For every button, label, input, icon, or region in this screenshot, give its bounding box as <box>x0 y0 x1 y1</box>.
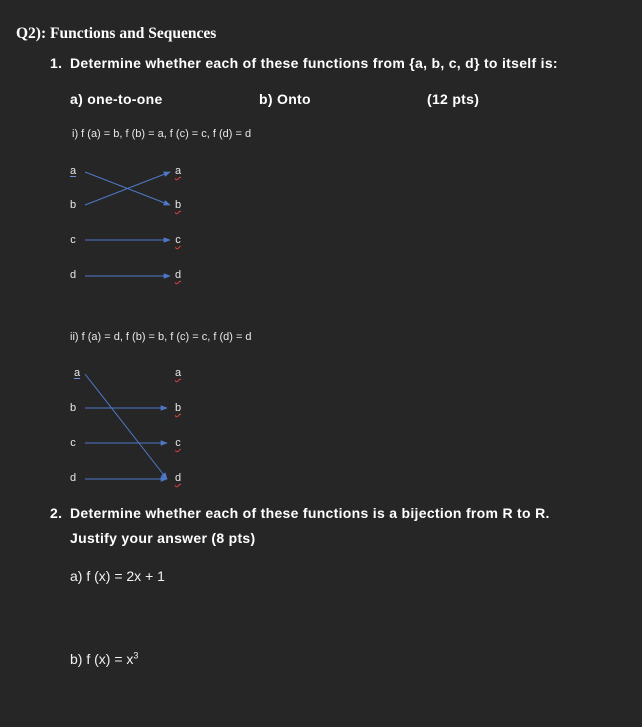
f1-domain-d: d <box>69 269 77 281</box>
question-1-number: 1. <box>50 55 63 71</box>
part-b-base: b) f (x) = x <box>70 651 134 667</box>
question-2-text-line-1: Determine whether each of these functions is a bijection from R to R. <box>70 505 550 521</box>
part-b-exponent: 3 <box>133 650 139 661</box>
f1-domain-c: c <box>70 234 76 246</box>
question-2-number: 2. <box>50 505 63 521</box>
f1-codomain-a: a <box>174 165 182 177</box>
f1-codomain-d: d <box>174 269 182 281</box>
option-onto: b) Onto <box>259 91 311 107</box>
f1-domain-a: a <box>69 165 77 177</box>
f2-codomain-c: c <box>175 437 181 449</box>
function-2-title: ii) f (a) = d, f (b) = b, f (c) = c, f (d) = d <box>70 331 252 343</box>
function-1-title: i) f (a) = b, f (b) = a, f (c) = c, f (d) = d <box>72 128 252 140</box>
option-one-to-one: a) one-to-one <box>70 91 163 107</box>
question-1-points: (12 pts) <box>427 91 480 107</box>
f1-codomain-c: c <box>175 234 181 246</box>
f1-domain-b: b <box>69 199 77 211</box>
f2-domain-a: a <box>73 367 81 379</box>
f2-domain-c: c <box>70 437 76 449</box>
f2-arrow-a-to-d <box>85 374 167 479</box>
f2-domain-d: d <box>69 472 77 484</box>
function-1-arrows <box>85 172 170 276</box>
section-heading: Q2): Functions and Sequences <box>16 25 217 42</box>
f2-codomain-d: d <box>174 472 182 484</box>
question-2-part-b <box>70 651 138 667</box>
question-2-text-line-2: Justify your answer (8 pts) <box>70 530 256 546</box>
f1-codomain-b: b <box>174 199 182 211</box>
function-2-arrows <box>85 374 167 479</box>
f2-codomain-a: a <box>174 367 182 379</box>
f2-domain-b: b <box>69 402 77 414</box>
question-2-part-a: a) f (x) = 2x + 1 <box>70 568 165 584</box>
f2-codomain-b: b <box>174 402 182 414</box>
question-1-text: Determine whether each of these functions from {a, b, c, d} to itself is: <box>70 55 558 71</box>
